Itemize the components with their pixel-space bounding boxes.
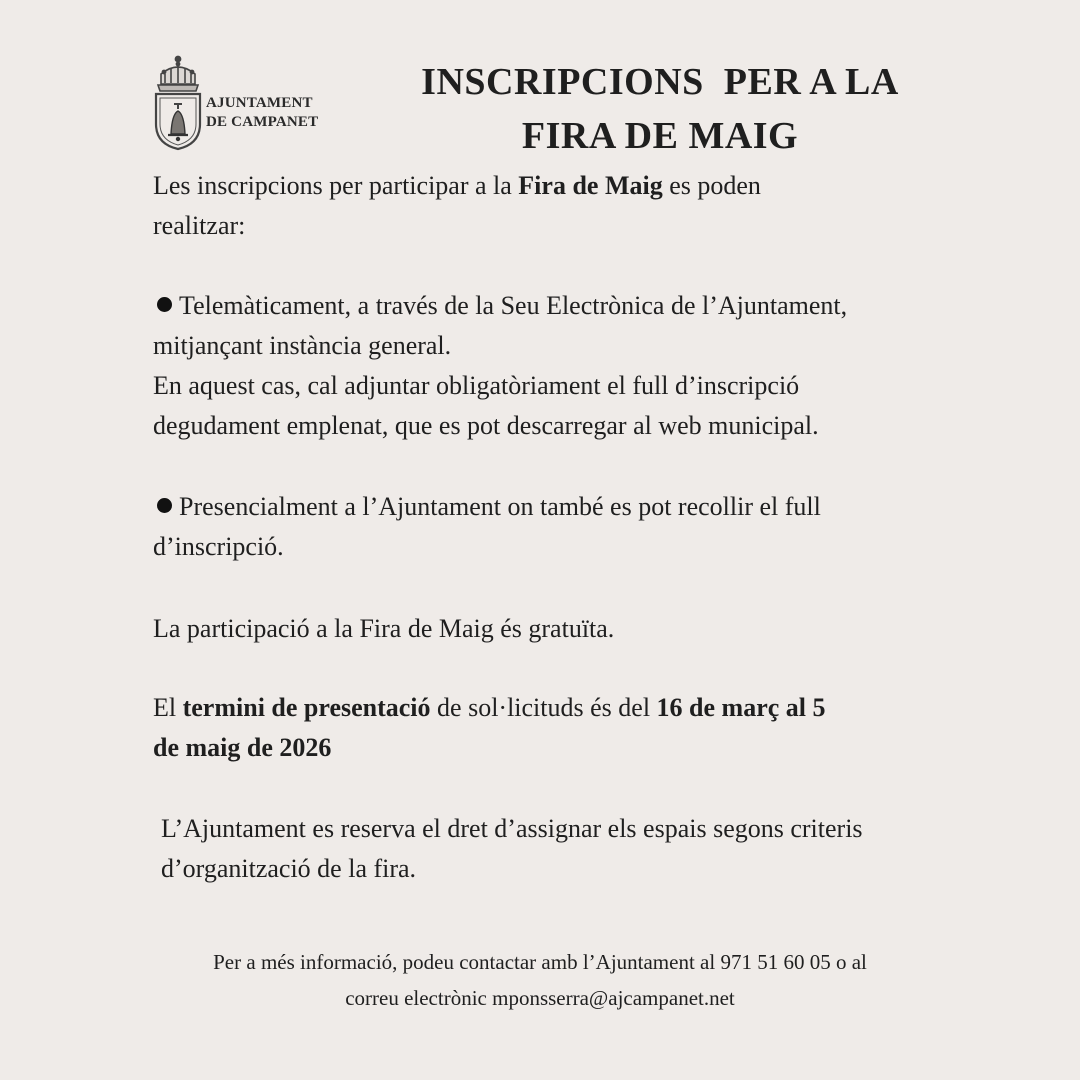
deadline-bold-date-start: 16 de març al 5	[656, 693, 826, 722]
coat-of-arms-icon	[152, 54, 204, 152]
logo-line-2: DE CAMPANET	[206, 114, 319, 130]
option-online-line-3: En aquest cas, cal adjuntar obligatòriament el full d’inscripció	[153, 371, 800, 400]
option-online	[153, 286, 847, 446]
intro-line-2: realitzar:	[153, 211, 246, 240]
option-online-line-2: mitjançant instància general.	[153, 331, 452, 360]
intro-bold-fira: Fira de Maig	[518, 171, 663, 200]
deadline-bold-date-end: de maig de 2026	[153, 733, 332, 762]
intro-text-1: Les inscripcions per participar a la	[153, 171, 519, 200]
option-in-person-text-1: Presencialment a l’Ajuntament on també es pot recollir el full	[179, 492, 821, 521]
ajuntament-logo	[152, 54, 332, 152]
intro-text-2: es poden	[662, 171, 761, 200]
deadline-line-1	[153, 688, 826, 728]
option-in-person-line-2: d’inscripció.	[153, 532, 284, 561]
option-online-line-1	[153, 286, 847, 326]
deadline-text-1: El	[153, 693, 183, 722]
deadline-line-2	[153, 728, 826, 768]
option-online-text-1: Telemàticament, a través de la Seu Electrònica de l’Ajuntament,	[179, 291, 848, 320]
footer-line-1: Per a més informació, podeu contactar amb l’Ajuntament al 971 51 60 05 o al	[213, 950, 867, 974]
intro-paragraph	[153, 166, 761, 246]
reservation-line-1: L’Ajuntament es reserva el dret d’assignar els espais segons criteris	[161, 814, 863, 843]
title-line-2: FIRA DE MAIG	[521, 115, 799, 157]
footer-line-2: correu electrònic mponsserra@ajcampanet.net	[345, 986, 735, 1010]
intro-line-1	[153, 166, 761, 206]
logo-text	[206, 94, 318, 132]
contact-footer	[100, 944, 980, 1016]
logo-line-1: AJUNTAMENT	[206, 95, 313, 111]
reservation-paragraph	[161, 809, 863, 889]
free-notice: La participació a la Fira de Maig és gratuïta.	[153, 614, 615, 643]
option-in-person	[153, 487, 821, 567]
option-online-line-4: degudament emplenat, que es pot descarregar al web municipal.	[153, 411, 819, 440]
title-line-1: INSCRIPCIONS PER A LA	[421, 61, 899, 103]
bullet-icon	[157, 498, 172, 513]
deadline-paragraph	[153, 688, 826, 768]
reservation-line-2: d’organització de la fira.	[161, 854, 417, 883]
option-in-person-line-1	[153, 487, 821, 527]
deadline-bold-termini: termini de presentació	[182, 693, 431, 722]
page-title	[360, 55, 960, 163]
bullet-icon	[157, 297, 172, 312]
deadline-text-2: de sol·licituds és del	[430, 693, 657, 722]
